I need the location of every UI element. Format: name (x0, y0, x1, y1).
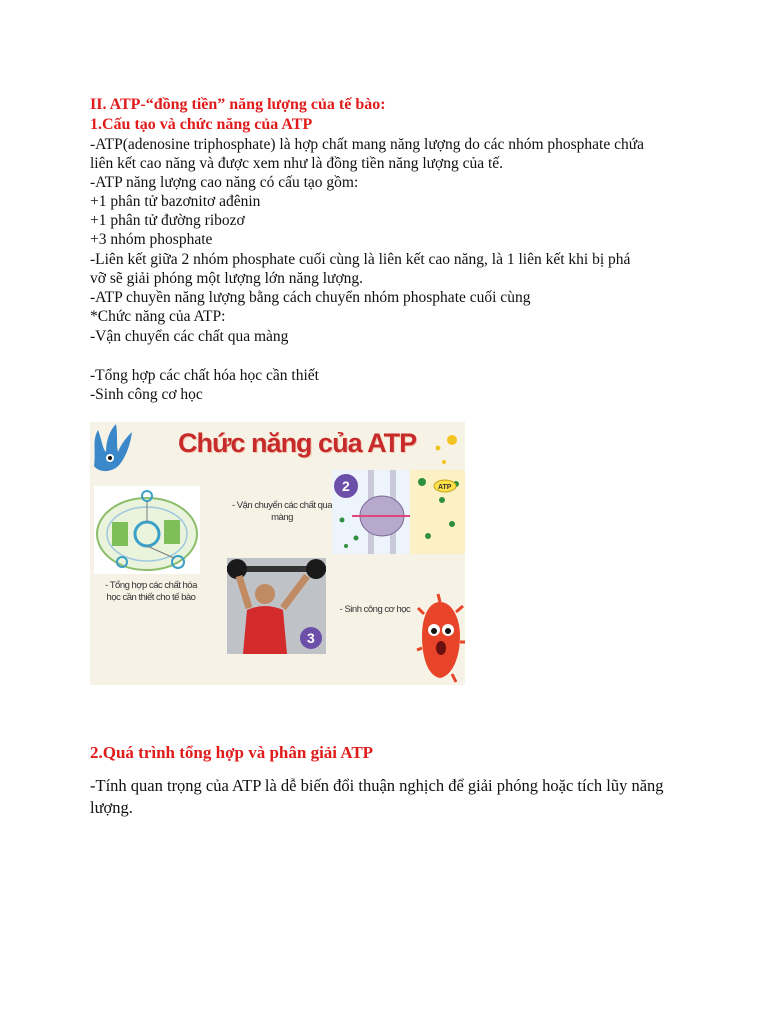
subheading-structure: 1.Cấu tạo và chức năng của ATP (90, 116, 313, 133)
text-line: -ATP chuyền năng lượng bằng cách chuyển nhóm phosphate cuối cùng (90, 289, 531, 306)
text-line: -ATP năng lượng cao năng có cấu tạo gồm: (90, 174, 359, 191)
paragraph: -Tính quan trọng của ATP là dễ biến đổi thuận nghịch để giải phóng hoặc tích lũy năng lượng. (90, 776, 664, 817)
weightlifter-photo-icon (227, 558, 326, 654)
text-line: -Sinh công cơ học (90, 386, 203, 403)
badge-2-text: 2 (342, 478, 350, 494)
blue-mascot-icon (90, 422, 140, 474)
text-line: vỡ sẽ giải phóng một lượng lớn năng lượng. (90, 270, 364, 287)
organelle-image (94, 486, 200, 574)
text-line: -Vận chuyển các chất qua màng (90, 328, 289, 345)
text-line: -Liên kết giữa 2 nhóm phosphate cuối cùng là liên kết cao năng, là 1 liên kết khi bị phá (90, 251, 631, 268)
organelle-diagram-icon (94, 486, 200, 574)
label-work: - Sinh công cơ học (339, 604, 411, 615)
red-mascot-icon (416, 592, 465, 685)
label-synthesis: - Tổng hợp các chất hóa học cần thiết cho tế bào (105, 580, 197, 603)
text-line: -ATP(adenosine triphosphate) là hợp chất mang năng lượng do các nhóm phosphate chứa (90, 136, 645, 153)
text-line: liên kết cao năng và được xem như là đồng tiền năng lượng của tế. (90, 155, 504, 172)
text-line: *Chức năng của ATP: (90, 308, 226, 325)
badge-3-text: 3 (307, 630, 315, 646)
membrane-diagram-icon (332, 470, 465, 554)
weightlifter-image (227, 558, 326, 654)
membrane-transport-image (332, 470, 465, 554)
text-line: -Tổng hợp các chất hóa học cần thiết (90, 367, 319, 384)
text-line: +1 phân tử bazơnitơ ađênin (90, 193, 261, 210)
atp-function-figure (90, 422, 465, 685)
text-line: +1 phân tử đường ribozơ (90, 212, 245, 229)
text-line: +3 nhóm phosphate (90, 231, 213, 248)
atp-tag-text: ATP (438, 484, 452, 491)
figure-title: Chức năng của ATP (178, 428, 417, 458)
section-heading: II. ATP-“đồng tiền” năng lượng của tế bào: (90, 96, 386, 113)
label-transport: - Vận chuyển các chất qua màng (232, 500, 332, 523)
subheading-synthesis: 2.Quá trình tổng hợp và phân giải ATP (90, 743, 374, 762)
